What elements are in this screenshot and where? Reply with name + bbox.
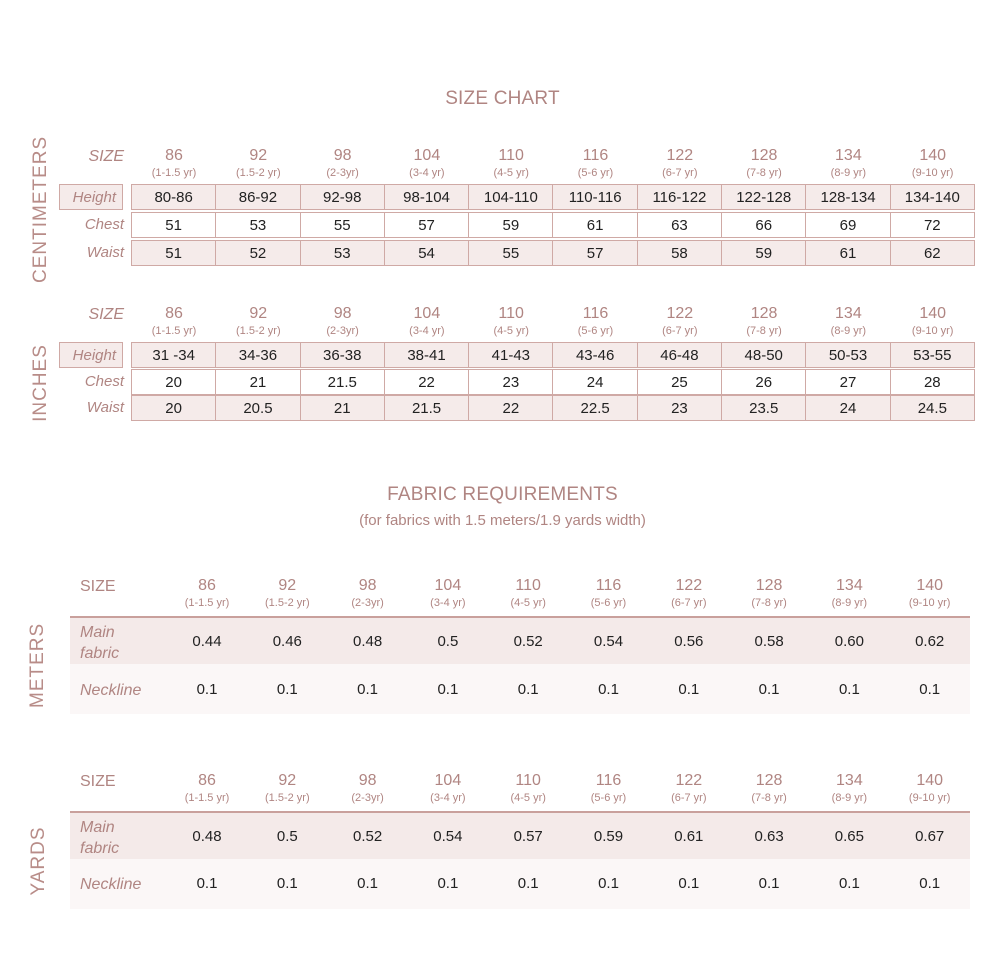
meters-size-label: SIZE — [80, 578, 116, 595]
table-cell: 52 — [215, 240, 300, 266]
table-cell: 0.60 — [834, 633, 864, 650]
size-age: (1-1.5 yr) — [151, 167, 197, 179]
cm-size-label: SIZE — [88, 148, 124, 165]
size-age: (1.5-2 yr) — [264, 597, 310, 609]
size-age: (1.5-2 yr) — [235, 325, 281, 337]
size-age: (1-1.5 yr) — [151, 325, 197, 337]
row-label: Chest — [84, 216, 124, 233]
size-age: (2-3yr) — [351, 792, 384, 804]
cm-row-waist — [60, 240, 975, 266]
table-cell: 23 — [468, 369, 553, 395]
table-cell: 0.62 — [915, 633, 945, 650]
size-chart-title: SIZE CHART — [445, 88, 560, 109]
in-row-chest — [60, 369, 975, 395]
size-age: (8-9 yr) — [830, 167, 867, 179]
table-cell: 0.63 — [754, 828, 784, 845]
size-column-header — [729, 576, 809, 610]
size-column-header — [247, 771, 327, 805]
table-cell: 0.5 — [276, 828, 298, 845]
centimeters-label: CENTIMETERS — [30, 135, 51, 283]
size-number: 92 — [249, 305, 268, 322]
size-age: (6-7 yr) — [662, 325, 698, 337]
table-cell: 55 — [300, 212, 385, 238]
size-age: (6-7 yr) — [671, 597, 707, 609]
table-cell: 23.5 — [721, 395, 806, 421]
table-cell: 0.1 — [598, 875, 619, 892]
size-column-header — [722, 304, 806, 338]
table-cell: 41-43 — [468, 342, 553, 368]
table-cell: 55 — [468, 240, 553, 266]
size-column-header — [132, 146, 216, 180]
table-cell: 0.48 — [352, 633, 383, 650]
size-number: 92 — [249, 147, 268, 164]
size-age: (3-4 yr) — [409, 167, 445, 179]
table-cell: 92-98 — [300, 184, 385, 210]
size-age: (7-8 yr) — [751, 597, 787, 609]
table-cell: 0.48 — [192, 828, 222, 845]
size-age: (5-6 yr) — [577, 325, 614, 337]
table-cell: 21 — [215, 369, 300, 395]
table-cell: 0.1 — [196, 875, 218, 892]
size-column-header — [132, 304, 216, 338]
size-age: (8-9 yr) — [831, 597, 868, 609]
row-label: Main fabric — [80, 624, 120, 662]
table-cell: 20.5 — [215, 395, 300, 421]
table-cell: 23 — [637, 395, 722, 421]
table-cell: 0.67 — [915, 828, 945, 845]
table-cell: 116-122 — [637, 184, 722, 210]
inches-label: INCHES — [30, 344, 51, 422]
size-age: (4-5 yr) — [493, 167, 529, 179]
size-number: 116 — [595, 772, 622, 789]
table-cell: 36-38 — [300, 342, 385, 368]
size-age: (4-5 yr) — [510, 792, 546, 804]
size-column-header — [408, 771, 488, 805]
in-row-height — [60, 342, 975, 368]
size-age: (5-6 yr) — [590, 597, 627, 609]
table-cell: 61 — [552, 212, 637, 238]
size-age: (1-1.5 yr) — [184, 597, 230, 609]
size-number: 98 — [358, 772, 377, 789]
size-column-header — [891, 146, 975, 180]
in-row-waist — [60, 395, 975, 421]
size-number: 134 — [836, 772, 863, 789]
size-column-header — [649, 576, 729, 610]
size-age: (3-4 yr) — [430, 597, 466, 609]
size-number: 140 — [916, 772, 944, 789]
size-column-header — [809, 576, 889, 610]
size-age: (3-4 yr) — [409, 325, 445, 337]
size-number: 134 — [835, 305, 862, 322]
size-age: (8-9 yr) — [830, 325, 867, 337]
size-number: 140 — [916, 577, 944, 594]
size-column-header — [328, 576, 408, 610]
size-column-header — [554, 304, 638, 338]
table-cell: 0.1 — [678, 681, 700, 698]
table-cell: 0.1 — [357, 875, 379, 892]
size-column-header — [806, 304, 890, 338]
size-number: 116 — [582, 305, 609, 322]
row-label: Height — [59, 184, 123, 210]
table-cell: 59 — [468, 212, 553, 238]
size-number: 98 — [358, 577, 377, 594]
size-number: 86 — [198, 577, 216, 594]
size-age: (9-10 yr) — [908, 597, 951, 609]
table-cell: 57 — [552, 240, 637, 266]
table-cell: 0.56 — [674, 633, 704, 650]
size-column-header — [488, 771, 568, 805]
size-age: (5-6 yr) — [577, 167, 614, 179]
size-number: 86 — [198, 772, 216, 789]
table-cell: 0.1 — [758, 681, 780, 698]
size-age: (1.5-2 yr) — [235, 167, 281, 179]
size-age: (1.5-2 yr) — [264, 792, 310, 804]
table-cell: 0.1 — [919, 681, 941, 698]
table-cell: 31 -34 — [131, 342, 216, 368]
yards-row-main-fabric — [70, 811, 970, 859]
size-column-header — [806, 146, 890, 180]
row-label: Waist — [86, 399, 124, 416]
table-cell: 0.5 — [437, 633, 459, 650]
size-column-header — [569, 576, 649, 610]
table-cell: 0.61 — [674, 828, 704, 845]
table-cell: 34-36 — [215, 342, 300, 368]
size-age: (7-8 yr) — [746, 325, 782, 337]
table-cell: 0.44 — [192, 633, 222, 650]
size-number: 122 — [666, 147, 694, 164]
table-cell: 57 — [384, 212, 469, 238]
size-number: 134 — [836, 577, 863, 594]
yards-label: YARDS — [28, 826, 49, 896]
size-number: 128 — [755, 577, 783, 594]
size-column-header — [167, 576, 247, 610]
size-column-header — [891, 304, 975, 338]
size-column-header — [328, 771, 408, 805]
meters-label: METERS — [27, 622, 48, 708]
cm-row-chest — [60, 212, 975, 238]
table-cell: 104-110 — [468, 184, 553, 210]
row-label: Waist — [86, 244, 124, 261]
size-number: 110 — [498, 305, 524, 322]
size-column-header — [809, 771, 889, 805]
size-column-header — [890, 576, 970, 610]
size-column-header — [488, 576, 568, 610]
size-age: (2-3yr) — [351, 597, 384, 609]
table-cell: 28 — [890, 369, 975, 395]
size-age: (2-3yr) — [326, 325, 359, 337]
size-column-header — [890, 771, 970, 805]
table-cell: 0.1 — [437, 681, 459, 698]
size-number: 104 — [413, 147, 441, 164]
table-cell: 128-134 — [805, 184, 890, 210]
table-cell: 66 — [721, 212, 806, 238]
table-cell: 0.1 — [919, 875, 941, 892]
table-cell: 0.65 — [834, 828, 864, 845]
table-cell: 0.52 — [352, 828, 383, 845]
table-cell: 0.1 — [357, 681, 379, 698]
table-cell: 54 — [384, 240, 469, 266]
table-cell: 24 — [552, 369, 637, 395]
table-cell: 0.1 — [196, 681, 218, 698]
size-column-header — [301, 146, 385, 180]
table-cell: 24 — [805, 395, 890, 421]
table-cell: 27 — [805, 369, 890, 395]
table-cell: 0.57 — [513, 828, 543, 845]
table-cell: 22.5 — [552, 395, 637, 421]
table-cell: 20 — [131, 395, 216, 421]
size-age: (9-10 yr) — [911, 167, 954, 179]
meters-row-neckline — [70, 664, 970, 714]
size-number: 134 — [835, 147, 862, 164]
size-age: (6-7 yr) — [662, 167, 698, 179]
table-cell: 46-48 — [637, 342, 722, 368]
cm-row-height — [60, 184, 975, 210]
size-column-header — [729, 771, 809, 805]
size-column-header — [469, 146, 553, 180]
table-cell: 69 — [805, 212, 890, 238]
size-number: 92 — [278, 772, 297, 789]
table-cell: 122-128 — [721, 184, 806, 210]
size-column-header — [554, 146, 638, 180]
size-column-header — [722, 146, 806, 180]
size-number: 92 — [278, 577, 297, 594]
size-number: 110 — [498, 147, 524, 164]
size-age: (4-5 yr) — [493, 325, 529, 337]
table-cell: 62 — [890, 240, 975, 266]
size-number: 110 — [515, 772, 541, 789]
table-cell: 72 — [890, 212, 975, 238]
table-cell: 0.1 — [517, 681, 539, 698]
table-cell: 50-53 — [805, 342, 890, 368]
row-label: Height — [59, 342, 123, 368]
table-cell: 51 — [131, 240, 216, 266]
table-cell: 0.59 — [593, 828, 624, 845]
size-column-header — [216, 146, 300, 180]
table-cell: 0.46 — [272, 633, 302, 650]
table-cell: 48-50 — [721, 342, 806, 368]
table-cell: 86-92 — [215, 184, 300, 210]
table-cell: 25 — [637, 369, 722, 395]
table-cell: 38-41 — [384, 342, 469, 368]
table-cell: 51 — [131, 212, 216, 238]
table-cell: 0.1 — [598, 681, 619, 698]
size-number: 122 — [666, 305, 694, 322]
size-number: 140 — [919, 305, 947, 322]
size-number: 122 — [675, 772, 703, 789]
table-cell: 0.1 — [437, 875, 459, 892]
table-cell: 53-55 — [890, 342, 975, 368]
yards-size-header — [0, 771, 1005, 811]
size-age: (9-10 yr) — [908, 792, 951, 804]
size-number: 98 — [333, 305, 352, 322]
size-number: 86 — [165, 147, 183, 164]
size-age: (2-3yr) — [326, 167, 359, 179]
fabric-title: FABRIC REQUIREMENTS — [387, 484, 618, 505]
size-number: 104 — [434, 577, 462, 594]
size-number: 98 — [333, 147, 352, 164]
table-cell: 110-116 — [552, 184, 637, 210]
size-age: (6-7 yr) — [671, 792, 707, 804]
size-age: (4-5 yr) — [510, 597, 546, 609]
row-label: Chest — [84, 373, 124, 390]
size-number: 128 — [750, 305, 778, 322]
size-column-header — [167, 771, 247, 805]
size-column-header — [216, 304, 300, 338]
meters-row-main-fabric — [70, 616, 970, 664]
table-cell: 24.5 — [890, 395, 975, 421]
size-age: (9-10 yr) — [911, 325, 954, 337]
table-cell: 0.1 — [758, 875, 780, 892]
table-cell: 53 — [300, 240, 385, 266]
in-size-header — [0, 304, 1005, 344]
size-age: (7-8 yr) — [751, 792, 787, 804]
row-label: Neckline — [80, 682, 142, 699]
size-age: (3-4 yr) — [430, 792, 466, 804]
size-age: (7-8 yr) — [746, 167, 782, 179]
table-cell: 22 — [384, 369, 469, 395]
table-cell: 0.1 — [838, 875, 860, 892]
size-age: (1-1.5 yr) — [184, 792, 230, 804]
table-cell: 21 — [300, 395, 385, 421]
fabric-subtitle: (for fabrics with 1.5 meters/1.9 yards width) — [359, 512, 646, 529]
size-number: 128 — [750, 147, 778, 164]
size-number: 104 — [413, 305, 441, 322]
meters-size-header — [0, 576, 1005, 616]
row-label: Main fabric — [80, 819, 120, 857]
size-column-header — [247, 576, 327, 610]
size-column-header — [649, 771, 729, 805]
table-cell: 0.1 — [838, 681, 860, 698]
size-number: 122 — [675, 577, 703, 594]
size-age: (8-9 yr) — [831, 792, 868, 804]
size-column-header — [638, 146, 722, 180]
table-cell: 21.5 — [384, 395, 469, 421]
size-number: 140 — [919, 147, 947, 164]
table-cell: 0.54 — [433, 828, 463, 845]
size-column-header — [301, 304, 385, 338]
size-number: 86 — [165, 305, 183, 322]
table-cell: 20 — [131, 369, 216, 395]
size-column-header — [569, 771, 649, 805]
table-cell: 61 — [805, 240, 890, 266]
table-cell: 58 — [637, 240, 722, 266]
size-column-header — [408, 576, 488, 610]
table-cell: 43-46 — [552, 342, 637, 368]
table-cell: 21.5 — [300, 369, 385, 395]
yards-size-label: SIZE — [80, 773, 116, 790]
table-cell: 63 — [637, 212, 722, 238]
table-cell: 26 — [721, 369, 806, 395]
table-cell: 0.54 — [593, 633, 624, 650]
table-cell: 0.1 — [276, 681, 298, 698]
size-number: 116 — [582, 147, 609, 164]
size-number: 110 — [515, 577, 541, 594]
table-cell: 0.1 — [276, 875, 298, 892]
size-column-header — [385, 304, 469, 338]
size-column-header — [385, 146, 469, 180]
table-cell: 22 — [468, 395, 553, 421]
size-number: 104 — [434, 772, 462, 789]
table-cell: 53 — [215, 212, 300, 238]
table-cell: 0.1 — [517, 875, 539, 892]
yards-row-neckline — [70, 859, 970, 909]
size-column-header — [469, 304, 553, 338]
table-cell: 59 — [721, 240, 806, 266]
size-number: 116 — [595, 577, 622, 594]
cm-size-header — [0, 146, 1005, 186]
table-cell: 80-86 — [131, 184, 216, 210]
table-cell: 0.58 — [754, 633, 784, 650]
table-cell: 134-140 — [890, 184, 975, 210]
row-label: Neckline — [80, 876, 142, 893]
size-column-header — [638, 304, 722, 338]
size-age: (5-6 yr) — [590, 792, 627, 804]
table-cell: 0.1 — [678, 875, 700, 892]
table-cell: 98-104 — [384, 184, 469, 210]
in-size-label: SIZE — [88, 306, 124, 323]
size-number: 128 — [755, 772, 783, 789]
table-cell: 0.52 — [513, 633, 543, 650]
